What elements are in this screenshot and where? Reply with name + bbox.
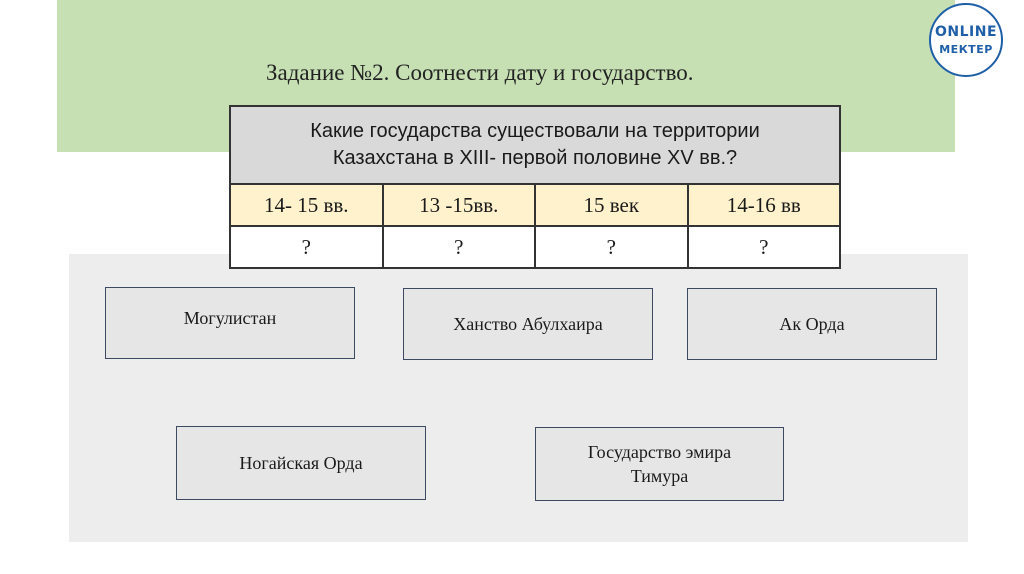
answer-cell[interactable]: ? — [535, 226, 688, 268]
state-card-ak-orda[interactable] — [687, 288, 937, 360]
logo-line-2: МЕКТЕР — [939, 43, 993, 56]
date-cell: 13 -15вв. — [383, 184, 536, 226]
date-cell: 15 век — [535, 184, 688, 226]
state-label: Ханство Абулхаира — [453, 314, 603, 334]
state-card-nogai-horde[interactable] — [176, 426, 426, 500]
state-card-mogulistan[interactable] — [105, 287, 355, 359]
question-line-2: Казахстана в XIII- первой половине XV вв.? — [332, 147, 738, 169]
answer-cell[interactable]: ? — [688, 226, 841, 268]
state-label — [588, 440, 731, 488]
state-label: Ак Орда — [779, 314, 845, 334]
state-label-line-1: Государство эмира — [587, 442, 732, 462]
matching-table — [229, 105, 841, 269]
state-label: Могулистан — [183, 308, 277, 328]
task-title: Задание №2. Соотнести дату и государство. — [266, 60, 694, 85]
state-card-abulkhair-khanate[interactable] — [403, 288, 653, 360]
state-label-line-2: Тимура — [630, 466, 689, 486]
online-mekter-logo — [929, 3, 1003, 77]
answer-cell[interactable]: ? — [383, 226, 536, 268]
state-label: Ногайская Орда — [239, 453, 363, 473]
question-cell — [230, 106, 840, 184]
question-line-1: Какие государства существовали на территории — [310, 120, 760, 142]
date-cell: 14-16 вв — [688, 184, 841, 226]
date-cell: 14- 15 вв. — [230, 184, 383, 226]
answer-cell[interactable]: ? — [230, 226, 383, 268]
logo-line-1: ONLINE — [934, 24, 998, 40]
state-card-timur-state[interactable] — [535, 427, 784, 501]
